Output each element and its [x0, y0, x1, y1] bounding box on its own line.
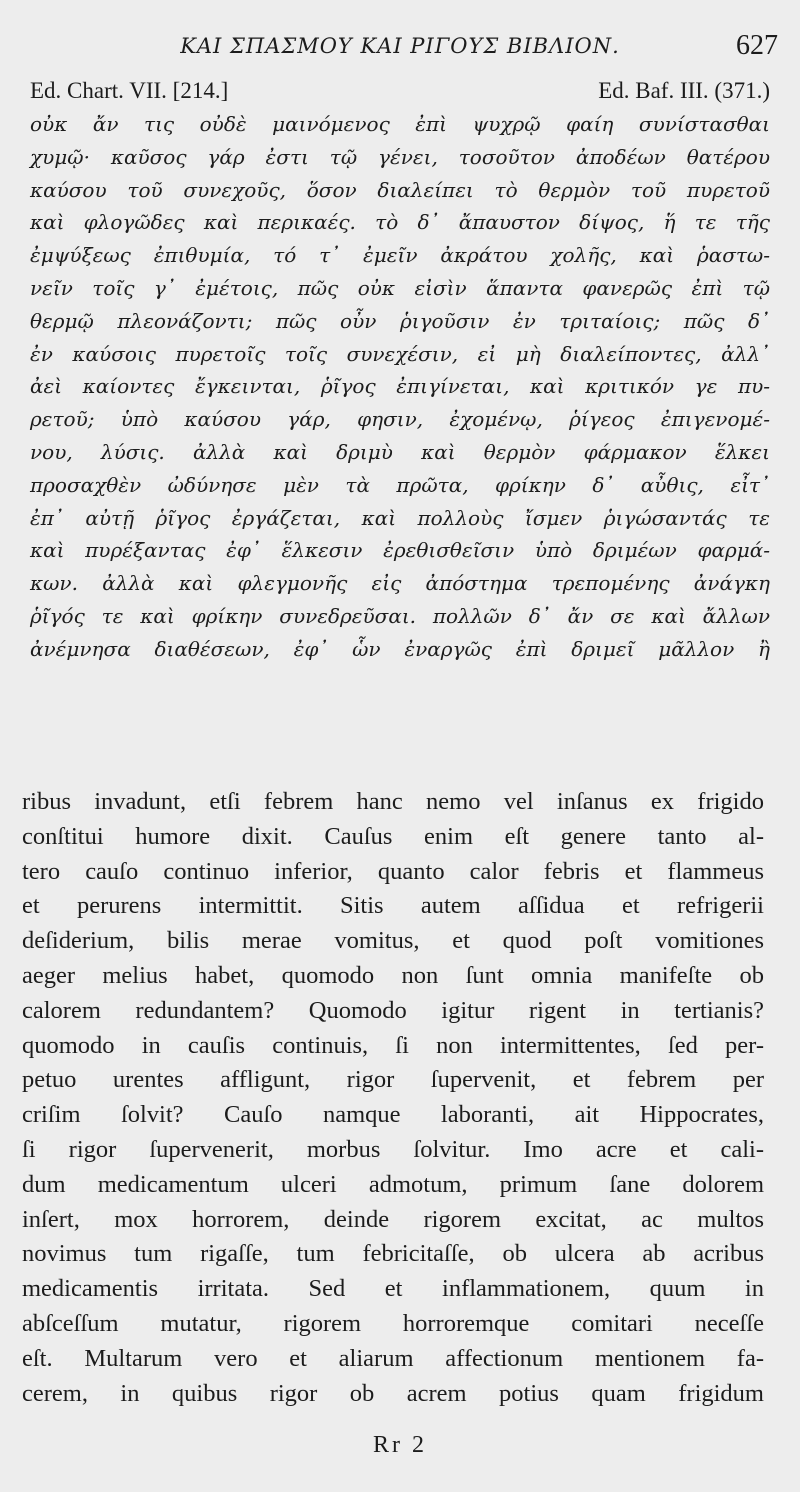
latin-text-line: inſert, mox horrorem, deinde rigorem excitat, ac multos	[22, 1205, 764, 1233]
greek-text-line: ἀνέμνησα διαθέσεων, ἐφ᾽ ὧν ἐναργῶς ἐπὶ δριμεῖ μᾶλλον ἢ	[30, 636, 770, 661]
running-title: ΚΑΙ ΣΠΑΣΜΟΥ ΚΑΙ ΡΙΓΟΥΣ ΒΙΒΛΙΟΝ.	[180, 34, 620, 58]
latin-text-line: et perurens intermittit. Sitis autem aſſidua et refrigerii	[22, 892, 764, 920]
greek-text-line: ἐμψύξεως ἐπιθυμία, τό τ᾽ ἐμεῖν ἀκράτου χολῆς, καὶ ῥαστω-	[30, 243, 770, 268]
latin-text-line: ſi rigor ſupervenerit, morbus ſolvitur. Imo acre et cali-	[22, 1135, 764, 1163]
latin-text-line: abſceſſum mutatur, rigorem horroremque comitari neceſſe	[22, 1309, 764, 1337]
greek-text	[30, 108, 770, 666]
latin-text-line: dum medicamentum ulceri admotum, primum ſane dolorem	[22, 1170, 764, 1198]
greek-text-line: καὶ φλογῶδες καὶ περικαές. τὸ δ᾽ ἄπαυστον δίψος, ἥ τε τῆς	[30, 210, 770, 235]
latin-text-line: deſiderium, bilis merae vomitus, et quod poſt vomitiones	[22, 927, 764, 955]
greek-text-line: οὐκ ἄν τις οὐδὲ μαινόμενος ἐπὶ ψυχρῷ φαίη συνίστασθαι	[30, 112, 770, 136]
latin-text-line: quomodo in cauſis continuis, ſi non intermittentes, ſed per-	[22, 1031, 764, 1059]
greek-text-line: ἀεὶ καίοντες ἔγκεινται, ῥῖγος ἐπιγίνεται, καὶ κριτικόν γε πυ-	[30, 374, 770, 399]
latin-text-line: calorem redundantem? Quomodo igitur rigent in tertianis?	[22, 996, 764, 1024]
latin-text-line: eſt. Multarum vero et aliarum affectionum mentionem fa-	[22, 1344, 764, 1372]
latin-text-line: tero cauſo continuo inferior, quanto calor febris et flammeus	[22, 857, 764, 885]
greek-text-line: ἐπ᾽ αὐτῇ ῥῖγος ἐργάζεται, καὶ πολλοὺς ἴσμεν ῥιγώσαντάς τε	[30, 505, 770, 530]
latin-text-line: cerem, in quibus rigor ob acrem potius quam frigidum	[22, 1379, 764, 1407]
greek-text-line: καύσου τοῦ συνεχοῦς, ὅσον διαλείπει τὸ θερμὸν τοῦ πυρετοῦ	[30, 177, 770, 202]
latin-text-line: petuo urentes affligunt, rigor ſupervenit, et febrem per	[22, 1066, 764, 1094]
greek-text-line: κων. ἀλλὰ καὶ φλεγμονῆς εἰς ἀπόστημα τρεπομένης ἀνάγκη	[30, 571, 770, 596]
greek-text-line: καὶ πυρέξαντας ἐφ᾽ ἕλκεσιν ἐρεθισθεῖσιν ὑπὸ δριμέων φαρμά-	[30, 538, 770, 563]
greek-text-line: ρετοῦ; ὑπὸ καύσου γάρ, φησιν, ἐχομένῳ, ῥίγεος ἐπιγενομέ-	[30, 407, 770, 432]
latin-text-line: ribus invadunt, etſi febrem hanc nemo vel inſanus ex frigido	[22, 788, 764, 815]
greek-text-line: νεῖν τοῖς γ᾽ ἐμέτοις, πῶς οὐκ εἰσὶν ἅπαντα φανερῶς ἐπὶ τῷ	[30, 275, 770, 300]
latin-text-line: novimus tum rigaſſe, tum febricitaſſe, ob ulcera ab acribus	[22, 1240, 764, 1268]
greek-text-line: νου, λύσις. ἀλλὰ καὶ δριμὺ καὶ θερμὸν φάρμακον ἕλκει	[30, 439, 770, 464]
greek-text-line: ἐν καύσοις πυρετοῖς τοῖς συνεχέσιν, εἰ μὴ διαλείποντες, ἀλλ᾽	[30, 341, 770, 366]
page-number: 627	[736, 30, 778, 61]
latin-translation	[22, 785, 764, 1411]
greek-text-line: θερμῷ πλεονάζοντι; πῶς οὖν ῥιγοῦσιν ἐν τριταίοις; πῶς δ᾽	[30, 308, 770, 333]
latin-text-line: criſim ſolvit? Cauſo namque laboranti, ait Hippocrates,	[22, 1101, 764, 1129]
latin-text-line: conſtitui humore dixit. Cauſus enim eſt genere tanto al-	[22, 822, 764, 850]
greek-text-line: ῥῖγός τε καὶ φρίκην συνεδρεῦσαι. πολλῶν δ᾽ ἄν σε καὶ ἄλλων	[30, 603, 770, 628]
edition-basel: Ed. Baf. III. (371.)	[598, 78, 770, 103]
latin-text-line: aeger melius habet, quomodo non ſunt omnia manifeſte ob	[22, 961, 764, 989]
latin-text-line: medicamentis irritata. Sed et inflammationem, quum in	[22, 1275, 764, 1303]
greek-text-line: χυμῷ· καῦσος γάρ ἐστι τῷ γένει, τοσοῦτον ἀποδέων θατέρου	[30, 144, 770, 169]
edition-chartier: Ed. Chart. VII. [214.]	[30, 78, 229, 103]
greek-text-line: προσαχθὲν ὠδύνησε μὲν τὰ πρῶτα, φρίκην δ᾽ αὖθις, εἶτ᾽	[30, 472, 770, 497]
signature-mark: Rr 2	[373, 1432, 427, 1458]
